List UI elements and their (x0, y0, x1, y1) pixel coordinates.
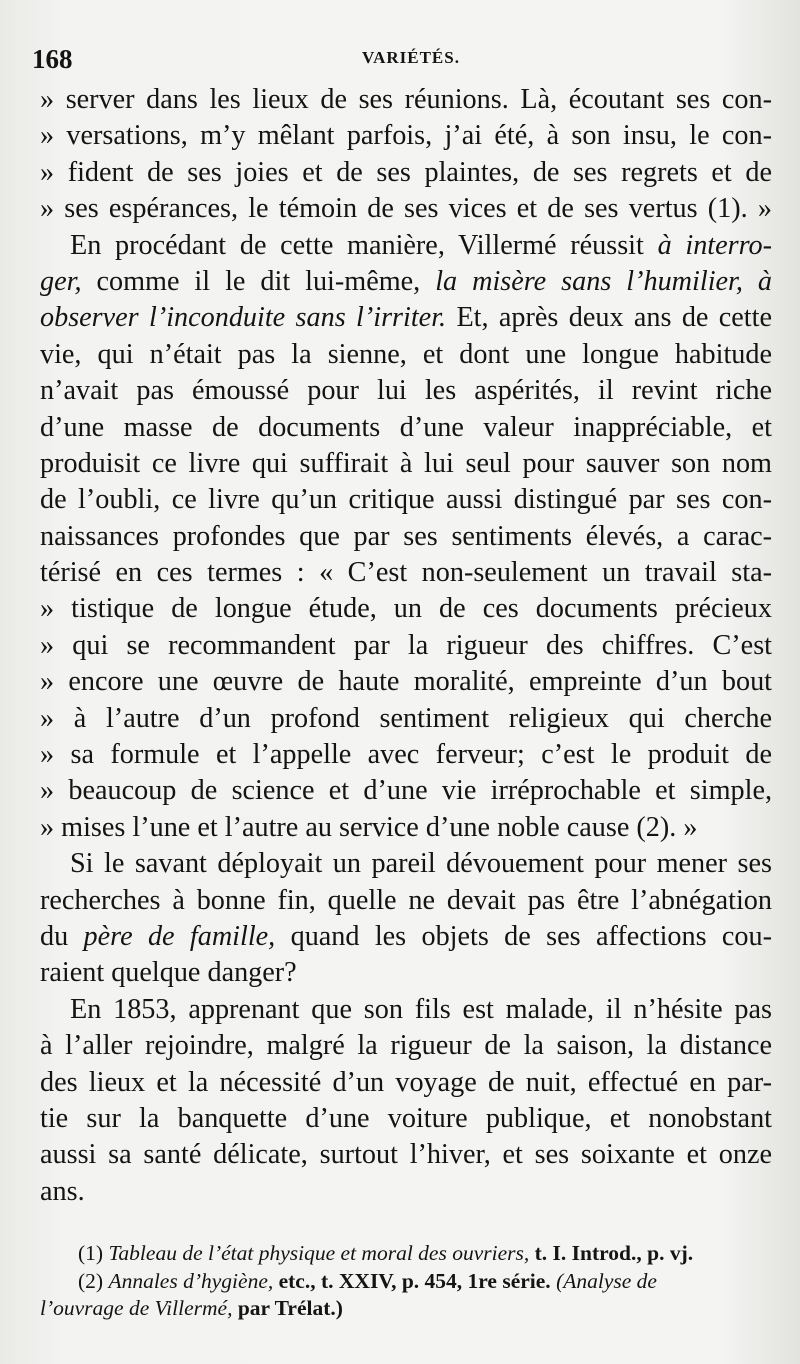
italic-run: à (757, 265, 772, 297)
footnote-title: Annales d’hygiène, (108, 1268, 274, 1293)
text-line: de l’oubli, ce livre qu’un critique aussi distingué par ses con- (40, 484, 772, 516)
text-line: recherches à bonne fin, quelle ne devait pas être l’abnégation (40, 884, 772, 916)
italic-run: observer l’inconduite sans l’irriter. (40, 302, 447, 334)
text-line: naissances profondes que par ses sentiments élevés, a carac- (40, 520, 772, 552)
footnote-title: Tableau de l’état physique et moral des ouvriers, (108, 1241, 530, 1265)
footnote-2 (40, 1268, 776, 1296)
text-run: comme il le dit lui-même, (96, 265, 421, 297)
text-line (40, 264, 772, 300)
footnote-ref: par Trélat.) (237, 1296, 343, 1320)
text-line: » sa formule et l’appelle avec ferveur; c’est le produit de (40, 739, 772, 771)
text-line: d’une masse de documents d’une valeur inappréciable, et (40, 411, 772, 443)
text-line: raient quelque danger? (40, 957, 297, 989)
footnote-mark: (2) (78, 1268, 104, 1293)
text-line: aussi sa santé délicate, surtout l’hiver, et ses soixante et onze (40, 1139, 772, 1171)
text-run: En procédant de cette manière, Villermé réussit (70, 229, 644, 261)
text-line: » fident de ses joies et de ses plaintes, de ses regrets et de (40, 156, 772, 188)
text-run: Et, après deux ans de cette (456, 302, 772, 334)
italic-run: la misère sans l’humilier, (435, 265, 743, 297)
text-line (40, 228, 772, 264)
text-line: à l’aller rejoindre, malgré la rigueur de la saison, la distance (40, 1030, 772, 1062)
footnote-2-cont (40, 1295, 776, 1323)
text-line: vie, qui n’était pas la sienne, et dont une longue habitude (40, 338, 772, 370)
text-line: » ses espérances, le témoin de ses vices et de ses vertus (1). » (40, 193, 772, 225)
page-header (32, 40, 780, 80)
text-line: tie sur la banquette d’une voiture publique, et nonobstant (40, 1102, 772, 1134)
text-line: ans. (40, 1175, 85, 1207)
footnote-mark: (1) (78, 1241, 104, 1265)
footnote-title: l’ouvrage de Villermé, (40, 1296, 233, 1320)
text-line: » versations, m’y mêlant parfois, j’ai été, à son insu, le con- (40, 120, 772, 152)
text-line: » qui se recommandent par la rigueur des chiffres. C’est (40, 629, 772, 661)
text-line: produisit ce livre qui suffirait à lui seul pour sauver son nom (40, 447, 772, 479)
body-text (40, 82, 772, 1210)
text-line: En 1853, apprenant que son fils est malade, il n’hésite pas (70, 993, 772, 1025)
text-line: térisé en ces termes : « C’est non-seulement un travail sta- (40, 557, 772, 589)
footnote-paren: (Analyse de (556, 1268, 657, 1293)
text-run: quand les objets de ses affections cou- (290, 920, 772, 952)
text-line: des lieux et la nécessité d’un voyage de nuit, effectué en par- (40, 1066, 772, 1098)
running-head: VARIÉTÉS. (362, 48, 460, 67)
text-line (40, 300, 772, 336)
text-line: Si le savant déployait un pareil dévouement pour mener ses (70, 848, 772, 880)
text-line: » encore une œuvre de haute moralité, empreinte d’un bout (40, 666, 772, 698)
text-run: du (40, 920, 69, 952)
text-line (40, 919, 772, 955)
footnote-ref: t. I. Introd., p. vj. (534, 1241, 694, 1265)
page-number: 168 (32, 44, 73, 74)
text-line: n’avait pas émoussé pour lui les aspérités, il revint riche (40, 375, 772, 407)
footnotes (40, 1240, 776, 1323)
footnote-1 (40, 1240, 776, 1268)
italic-run: ger, (40, 265, 82, 297)
italic-run: à interro- (657, 229, 772, 261)
text-line: » à l’autre d’un profond sentiment religieux qui cherche (40, 702, 772, 734)
text-line: » server dans les lieux de ses réunions. Là, écoutant ses con- (40, 84, 772, 115)
text-line: » beaucoup de science et d’une vie irréprochable et simple, (40, 775, 772, 807)
text-line: » mises l’une et l’autre au service d’une noble cause (2). » (40, 811, 698, 843)
text-line: » tistique de longue étude, un de ces documents précieux (40, 593, 772, 625)
italic-run: père de famille, (83, 920, 276, 952)
footnote-ref: etc., t. XXIV, p. 454, 1re série. (278, 1268, 551, 1293)
